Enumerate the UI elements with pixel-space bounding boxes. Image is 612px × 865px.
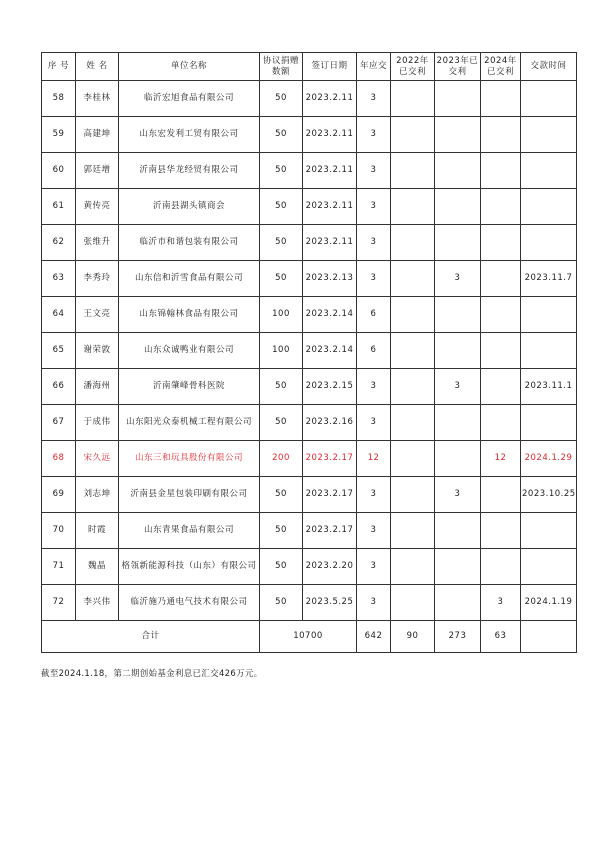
cell-pay-time xyxy=(521,549,577,585)
cell-seq: 63 xyxy=(42,261,76,297)
cell-name: 李秀玲 xyxy=(76,261,119,297)
cell-paid-2024 xyxy=(481,225,521,261)
cell-paid-2024 xyxy=(481,369,521,405)
cell-paid-2022 xyxy=(391,441,435,477)
cell-pledge: 50 xyxy=(260,585,303,621)
header-seq: 序 号 xyxy=(42,53,76,81)
table-row xyxy=(42,261,577,297)
cell-pay-time xyxy=(521,405,577,441)
header-paid-2022: 2022年已交利 xyxy=(391,53,435,81)
cell-paid-2024 xyxy=(481,153,521,189)
cell-name: 高建坤 xyxy=(76,117,119,153)
cell-name: 谢荣敦 xyxy=(76,333,119,369)
header-pledge: 协议捐赠数额 xyxy=(260,53,303,81)
cell-annual: 12 xyxy=(357,441,391,477)
cell-paid-2022 xyxy=(391,513,435,549)
table-row xyxy=(42,585,577,621)
cell-paid-2023 xyxy=(435,81,481,117)
cell-seq: 58 xyxy=(42,81,76,117)
total-pay-time xyxy=(521,621,577,653)
cell-paid-2023 xyxy=(435,549,481,585)
table-row xyxy=(42,81,577,117)
cell-pledge: 200 xyxy=(260,441,303,477)
cell-paid-2024 xyxy=(481,513,521,549)
cell-paid-2024: 3 xyxy=(481,585,521,621)
cell-pay-time: 2023.11.1 xyxy=(521,369,577,405)
cell-pay-time xyxy=(521,153,577,189)
cell-paid-2022 xyxy=(391,189,435,225)
cell-annual: 3 xyxy=(357,585,391,621)
cell-paid-2024 xyxy=(481,333,521,369)
cell-seq: 60 xyxy=(42,153,76,189)
table-row xyxy=(42,117,577,153)
cell-pledge: 50 xyxy=(260,513,303,549)
cell-name: 张维升 xyxy=(76,225,119,261)
cell-paid-2024 xyxy=(481,261,521,297)
cell-paid-2022 xyxy=(391,585,435,621)
cell-date: 2023.2.11 xyxy=(303,117,357,153)
table-row xyxy=(42,297,577,333)
cell-paid-2022 xyxy=(391,549,435,585)
cell-pay-time xyxy=(521,225,577,261)
cell-pledge: 50 xyxy=(260,549,303,585)
cell-paid-2023: 3 xyxy=(435,261,481,297)
cell-pay-time: 2023.11.7 xyxy=(521,261,577,297)
cell-name: 时霞 xyxy=(76,513,119,549)
cell-date: 2023.2.13 xyxy=(303,261,357,297)
cell-pledge: 50 xyxy=(260,189,303,225)
header-name: 姓 名 xyxy=(76,53,119,81)
cell-paid-2023 xyxy=(435,117,481,153)
cell-annual: 6 xyxy=(357,333,391,369)
table-row xyxy=(42,225,577,261)
cell-seq: 62 xyxy=(42,225,76,261)
ledger-body xyxy=(42,81,577,653)
cell-paid-2024 xyxy=(481,297,521,333)
cell-unit: 临沂宏旭食品有限公司 xyxy=(119,81,260,117)
cell-pledge: 50 xyxy=(260,261,303,297)
cell-annual: 3 xyxy=(357,81,391,117)
cell-pay-time: 2024.1.19 xyxy=(521,585,577,621)
cell-seq: 70 xyxy=(42,513,76,549)
total-paid-2022: 90 xyxy=(391,621,435,653)
cell-date: 2023.2.11 xyxy=(303,153,357,189)
cell-date: 2023.2.11 xyxy=(303,81,357,117)
cell-name: 于成伟 xyxy=(76,405,119,441)
cell-annual: 3 xyxy=(357,477,391,513)
cell-date: 2023.2.14 xyxy=(303,297,357,333)
cell-annual: 3 xyxy=(357,189,391,225)
cell-pledge: 50 xyxy=(260,153,303,189)
cell-pay-time xyxy=(521,189,577,225)
cell-pledge: 100 xyxy=(260,333,303,369)
cell-pay-time xyxy=(521,117,577,153)
cell-paid-2023: 3 xyxy=(435,369,481,405)
cell-paid-2022 xyxy=(391,81,435,117)
cell-paid-2024 xyxy=(481,405,521,441)
table-row xyxy=(42,513,577,549)
cell-paid-2024 xyxy=(481,189,521,225)
header-unit: 单位名称 xyxy=(119,53,260,81)
cell-date: 2023.5.25 xyxy=(303,585,357,621)
cell-paid-2024: 12 xyxy=(481,441,521,477)
cell-seq: 64 xyxy=(42,297,76,333)
cell-date: 2023.2.17 xyxy=(303,441,357,477)
cell-pledge: 100 xyxy=(260,297,303,333)
header-row xyxy=(42,53,577,81)
cell-paid-2022 xyxy=(391,117,435,153)
cell-seq: 65 xyxy=(42,333,76,369)
cell-paid-2023 xyxy=(435,225,481,261)
cell-name: 魏晶 xyxy=(76,549,119,585)
cell-seq: 61 xyxy=(42,189,76,225)
cell-paid-2024 xyxy=(481,477,521,513)
cell-name: 王文亮 xyxy=(76,297,119,333)
cell-paid-2022 xyxy=(391,405,435,441)
cell-pay-time: 2024.1.29 xyxy=(521,441,577,477)
total-label: 合计 xyxy=(42,621,260,653)
cell-annual: 3 xyxy=(357,153,391,189)
cell-pay-time xyxy=(521,513,577,549)
cell-paid-2023: 3 xyxy=(435,477,481,513)
cell-unit: 山东宏发利工贸有限公司 xyxy=(119,117,260,153)
cell-annual: 3 xyxy=(357,369,391,405)
cell-paid-2022 xyxy=(391,369,435,405)
cell-annual: 3 xyxy=(357,117,391,153)
cell-paid-2023 xyxy=(435,585,481,621)
cell-name: 李兴伟 xyxy=(76,585,119,621)
cell-unit: 山东阳光众泰机械工程有限公司 xyxy=(119,405,260,441)
cell-annual: 6 xyxy=(357,297,391,333)
cell-unit: 格瓴新能源科技（山东）有限公司 xyxy=(119,549,260,585)
cell-paid-2024 xyxy=(481,81,521,117)
footnote: 截至2024.1.18，第二期创始基金利息已汇交426万元。 xyxy=(41,669,263,679)
header-paid-2023: 2023年已交利 xyxy=(435,53,481,81)
header-pay-time: 交款时间 xyxy=(521,53,577,81)
cell-date: 2023.2.14 xyxy=(303,333,357,369)
cell-paid-2023 xyxy=(435,405,481,441)
cell-date: 2023.2.11 xyxy=(303,225,357,261)
cell-pay-time: 2023.10.25 xyxy=(521,477,577,513)
cell-name: 郭廷增 xyxy=(76,153,119,189)
header-date: 签订日期 xyxy=(303,53,357,81)
cell-unit: 山东三和玩具股份有限公司 xyxy=(119,441,260,477)
table-row xyxy=(42,333,577,369)
cell-seq: 68 xyxy=(42,441,76,477)
cell-pledge: 50 xyxy=(260,405,303,441)
cell-name: 宋久远 xyxy=(76,441,119,477)
cell-annual: 3 xyxy=(357,405,391,441)
cell-unit: 临沂施乃通电气技术有限公司 xyxy=(119,585,260,621)
cell-name: 李桂林 xyxy=(76,81,119,117)
cell-paid-2024 xyxy=(481,549,521,585)
cell-date: 2023.2.17 xyxy=(303,513,357,549)
cell-name: 刘志坤 xyxy=(76,477,119,513)
cell-name: 潘海州 xyxy=(76,369,119,405)
cell-annual: 3 xyxy=(357,261,391,297)
table-row xyxy=(42,549,577,585)
cell-name: 黄传亮 xyxy=(76,189,119,225)
total-row xyxy=(42,621,577,653)
cell-unit: 山东青果食品有限公司 xyxy=(119,513,260,549)
cell-pledge: 50 xyxy=(260,477,303,513)
cell-paid-2022 xyxy=(391,297,435,333)
cell-pay-time xyxy=(521,333,577,369)
cell-pay-time xyxy=(521,297,577,333)
total-paid-2023: 273 xyxy=(435,621,481,653)
cell-seq: 67 xyxy=(42,405,76,441)
cell-paid-2022 xyxy=(391,333,435,369)
cell-date: 2023.2.17 xyxy=(303,477,357,513)
cell-paid-2023 xyxy=(435,189,481,225)
cell-paid-2023 xyxy=(435,441,481,477)
cell-unit: 山东锦翰林食品有限公司 xyxy=(119,297,260,333)
table-row xyxy=(42,477,577,513)
cell-date: 2023.2.11 xyxy=(303,189,357,225)
table-row xyxy=(42,369,577,405)
cell-paid-2023 xyxy=(435,513,481,549)
table-row xyxy=(42,153,577,189)
header-paid-2024: 2024年已交利 xyxy=(481,53,521,81)
cell-paid-2023 xyxy=(435,297,481,333)
cell-pledge: 50 xyxy=(260,117,303,153)
table-row xyxy=(42,189,577,225)
total-paid-2024: 63 xyxy=(481,621,521,653)
table-row xyxy=(42,441,577,477)
cell-pay-time xyxy=(521,81,577,117)
total-annual: 642 xyxy=(357,621,391,653)
cell-paid-2022 xyxy=(391,261,435,297)
total-pledge: 10700 xyxy=(260,621,357,653)
table-row xyxy=(42,405,577,441)
cell-unit: 沂南县金星包装印刷有限公司 xyxy=(119,477,260,513)
cell-pledge: 50 xyxy=(260,225,303,261)
cell-annual: 3 xyxy=(357,225,391,261)
cell-date: 2023.2.20 xyxy=(303,549,357,585)
donation-ledger-table xyxy=(41,52,577,653)
header-annual: 年应交 xyxy=(357,53,391,81)
cell-seq: 72 xyxy=(42,585,76,621)
cell-unit: 山东信和沂雪食品有限公司 xyxy=(119,261,260,297)
cell-seq: 66 xyxy=(42,369,76,405)
cell-unit: 沂南县华龙经贸有限公司 xyxy=(119,153,260,189)
cell-seq: 69 xyxy=(42,477,76,513)
cell-paid-2023 xyxy=(435,333,481,369)
cell-unit: 临沂市和谐包装有限公司 xyxy=(119,225,260,261)
cell-paid-2022 xyxy=(391,225,435,261)
cell-unit: 山东众诚鸭业有限公司 xyxy=(119,333,260,369)
cell-annual: 3 xyxy=(357,513,391,549)
cell-paid-2022 xyxy=(391,153,435,189)
cell-annual: 3 xyxy=(357,549,391,585)
cell-date: 2023.2.16 xyxy=(303,405,357,441)
cell-unit: 沂南县湖头镇商会 xyxy=(119,189,260,225)
cell-seq: 59 xyxy=(42,117,76,153)
cell-paid-2022 xyxy=(391,477,435,513)
cell-paid-2024 xyxy=(481,117,521,153)
cell-pledge: 50 xyxy=(260,369,303,405)
cell-seq: 71 xyxy=(42,549,76,585)
cell-unit: 沂南肇峰骨科医院 xyxy=(119,369,260,405)
cell-date: 2023.2.15 xyxy=(303,369,357,405)
cell-paid-2023 xyxy=(435,153,481,189)
cell-pledge: 50 xyxy=(260,81,303,117)
